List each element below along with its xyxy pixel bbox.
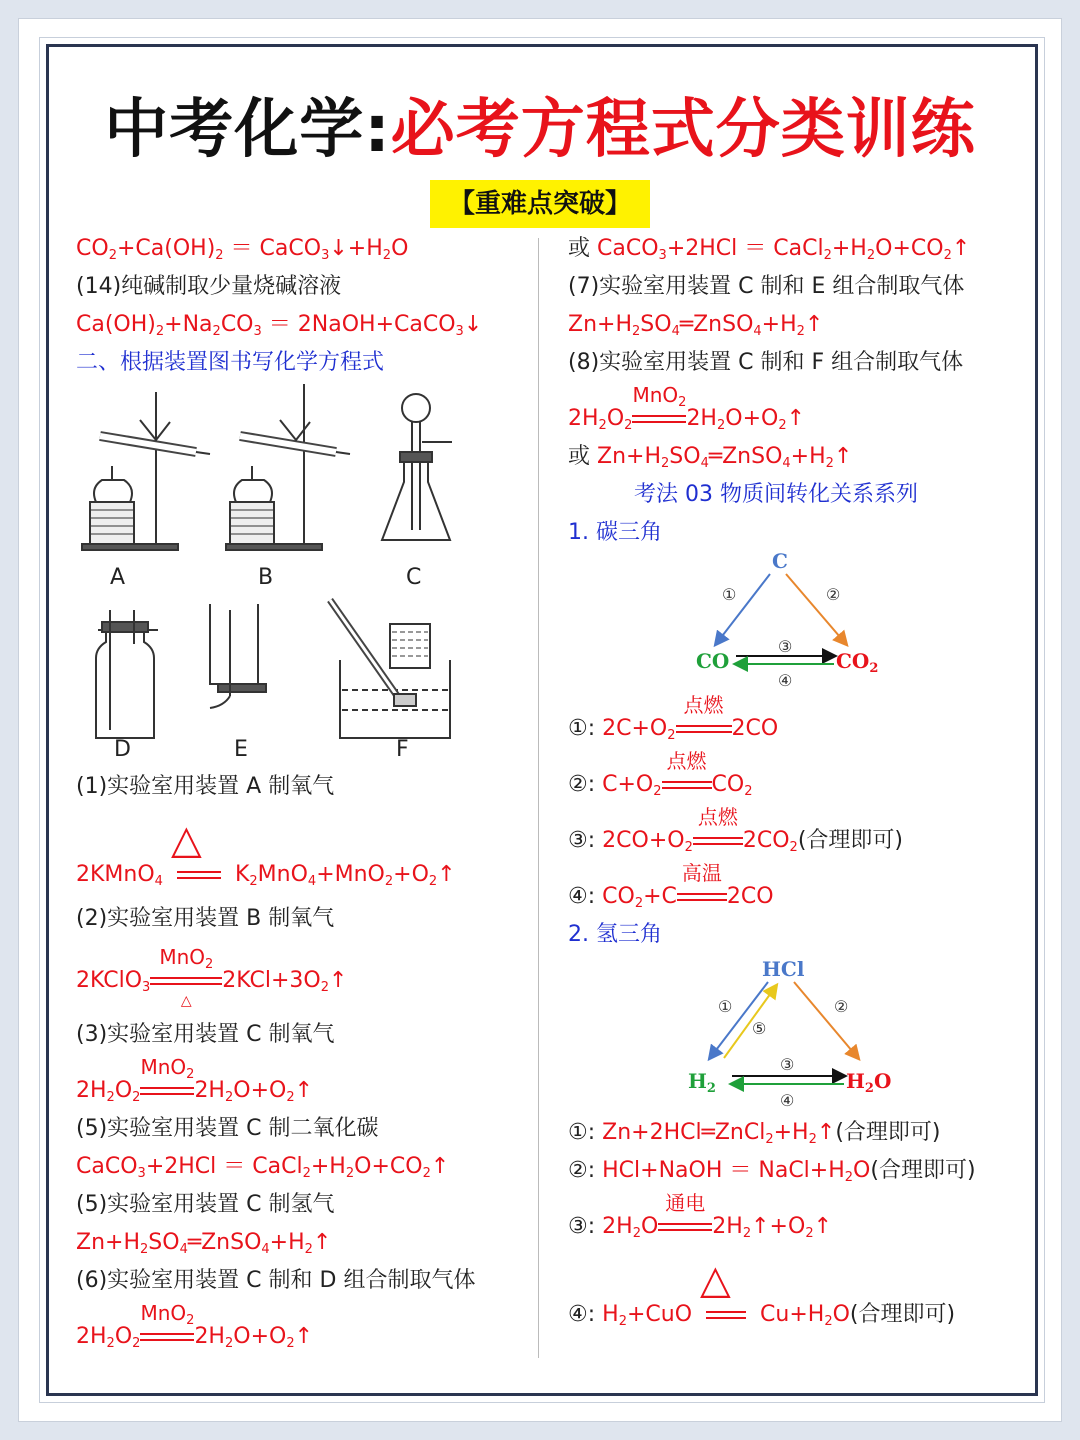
equation-zn-f: 或 $Zn+H_2SO_4═ZnSO_4+H_2↑$ [568,444,853,471]
question-14: (14)纯碱制取少量烧碱溶液 [76,274,342,299]
equation-zn-e: $Zn+H_2SO_4═ZnSO_4+H_2↑$ [568,312,824,339]
carbon-reaction-1: ①: $2C+O_2$ 点燃 2CO [568,693,779,743]
question-7: (7)实验室用装置 C 制和 E 组合制取气体 [568,274,965,299]
arrow-label-4: ④ [778,671,793,690]
node-h2: $H_2$ [688,1069,716,1096]
apparatus-b-icon [226,384,350,550]
label-c: C [406,565,422,590]
question-5-co2: (5)实验室用装置 C 制二氧化碳 [76,1116,379,1141]
h-arrow-label-4: ④ [780,1091,795,1110]
carbon-reaction-3: ③: $2CO+O_2$ 点燃 $2CO_2$(合理即可) [568,805,903,855]
equation-caco3: CaCO$_3$+2HCl ＝ $CaCl_2+H_2O+CO_2↑$ [76,1154,450,1181]
equation-co2-limewater: $CO_2+Ca(OH)_2$ ＝ $CaCO_3↓+H_2O$ [76,236,409,263]
carbon-triangle-diagram [680,548,900,694]
hydrogen-reaction-4: ④: $H_2+CuO$ △ $Cu+H_2O$(合理即可) [568,1257,956,1329]
arrow-label-2: ② [826,585,841,604]
apparatus-c-icon [382,394,452,540]
equation-h2o2-c: $2H_2O_2$ MnO$_2$ $2H_2O+O_2↑$ [76,1055,314,1105]
h-arrow-label-3: ③ [780,1055,795,1074]
question-2: (2)实验室用装置 B 制氧气 [76,906,335,931]
label-a: A [110,565,126,590]
h-arrow-label-1: ① [718,997,733,1016]
node-co: CO [696,649,730,673]
label-f: F [396,737,409,762]
hydrogen-reaction-3: ③: $2H_2O$ 通电 $2H_2↑+O_2↑$ [568,1191,833,1241]
node-c: C [772,549,788,573]
apparatus-e-icon [210,604,266,708]
h-arrow-label-2: ② [834,997,849,1016]
question-3: (3)实验室用装置 C 制氧气 [76,1022,335,1047]
carbon-triangle-title: 1. 碳三角 [568,520,662,545]
title-red: 必考方程式分类训练 [390,93,976,167]
apparatus-a-icon [82,392,210,550]
carbon-reaction-4: ④: $CO_2+C$ 高温 2CO [568,861,774,911]
question-1: (1)实验室用装置 A 制氧气 [76,774,335,799]
apparatus-diagram [70,380,470,770]
equation-h2o2-d: $2H_2O_2$ MnO$_2$ $2H_2O+O_2↑$ [76,1301,314,1351]
section-heading-conversion: 考法 03 物质间转化关系系列 [634,482,918,507]
carbon-reaction-2: ②: $C+O_2$ 点燃 $CO_2$ [568,749,753,799]
equation-zn-h2so4: $Zn+H_2SO_4═ZnSO_4+H_2↑$ [76,1230,332,1257]
question-5-h2: (5)实验室用装置 C 制氢气 [76,1192,335,1217]
label-b: B [258,565,274,590]
equation-kmno4: 2KMnO$_4$ △ $K_2MnO_4+MnO_2+O_2↑$ [76,817,456,889]
page-title [0,78,1080,170]
label-d: D [114,737,131,762]
label-e: E [234,737,248,762]
equation-h2o2-f: $2H_2O_2$ MnO$_2$ $2H_2O+O_2↑$ [568,383,806,433]
equation-caustic-soda: $Ca(OH)_2+Na_2CO_3$ ＝ 2NaOH+CaCO$_3$↓ [76,312,483,339]
equation-kclo3: 2KClO$_3$ MnO$_2$ △ $2KCl+3O_2↑$ [76,945,348,1009]
apparatus-d-icon [96,610,158,738]
column-divider [538,238,539,1358]
arrow-label-3: ③ [778,637,793,656]
section-heading-apparatus: 二、根据装置图书写化学方程式 [76,350,385,375]
hydrogen-reaction-2: ②: HCl+NaOH ＝ $NaCl+H_2O$(合理即可) [568,1158,976,1185]
arrow-label-1: ① [722,585,737,604]
hydrogen-reaction-1: ①: $Zn+2HCl═ZnCl_2+H_2↑$(合理即可) [568,1120,941,1147]
h-arrow-label-5: ⑤ [752,1019,767,1038]
title-black: 中考化学: [104,93,391,167]
node-co2: $CO_2$ [836,649,879,676]
banner-key-points: 【重难点突破】 [430,180,650,228]
hydrogen-triangle-title: 2. 氢三角 [568,922,662,947]
node-h2o: $H_2O$ [846,1069,892,1096]
equation-caco3-alt: 或 CaCO$_3$+2HCl ＝ $CaCl_2+H_2O+CO_2↑$ [568,236,971,263]
node-hcl: HCl [762,957,805,981]
question-8: (8)实验室用装置 C 制和 F 组合制取气体 [568,350,964,375]
hydrogen-triangle-diagram [680,950,910,1120]
question-6: (6)实验室用装置 C 制和 D 组合制取气体 [76,1268,476,1293]
apparatus-f-icon [330,600,450,738]
